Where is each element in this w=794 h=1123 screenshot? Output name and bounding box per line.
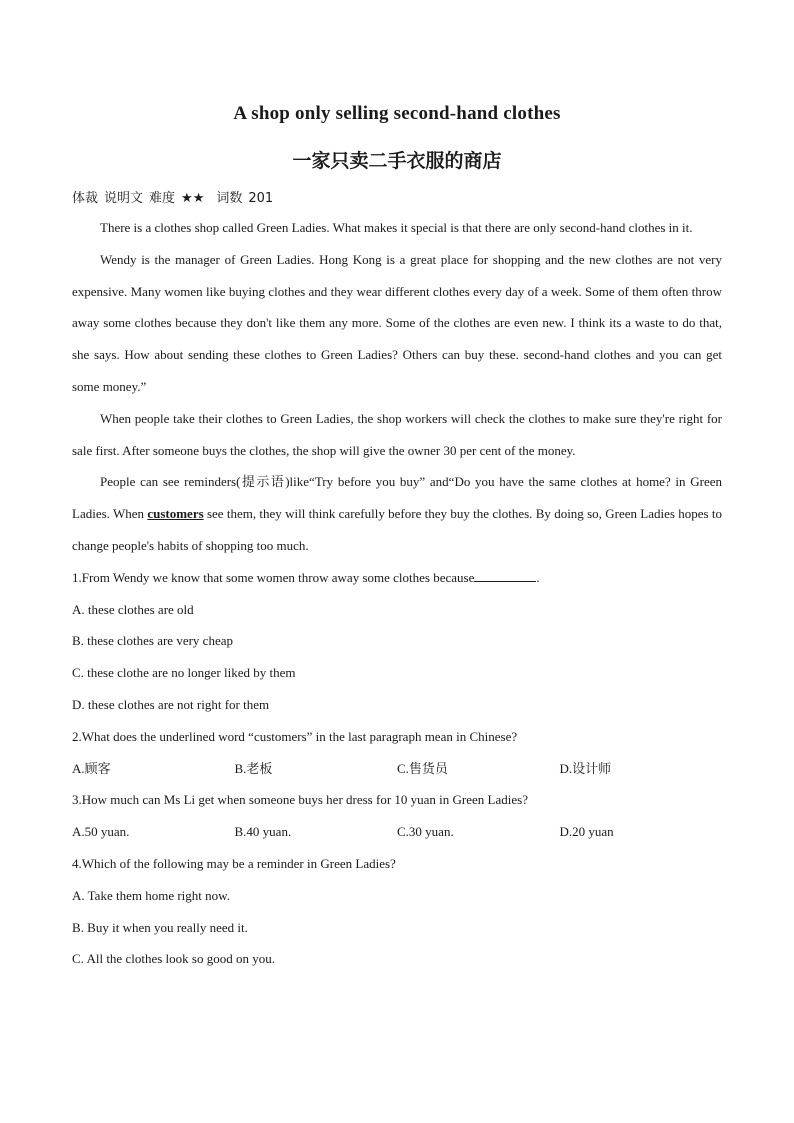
question-1-stem [72, 562, 722, 594]
question-4-stem: 4.Which of the following may be a reminder in Green Ladies? [72, 855, 396, 871]
question-3-options [72, 816, 722, 848]
difficulty-stars: ★★ [181, 191, 205, 206]
genre-label: 体裁 [72, 191, 99, 206]
question-2-option-d: D.设计师 [559, 760, 612, 776]
article-meta [72, 187, 279, 206]
question-2-stem: 2.What does the underlined word “customers” in the last paragraph mean in Chinese? [72, 728, 518, 744]
question-3-option-d: D.20 yuan [559, 824, 614, 840]
difficulty-label: 难度 [149, 191, 176, 206]
genre-value: 说明文 [104, 191, 144, 206]
title-chinese: 一家只卖二手衣服的商店 [292, 150, 502, 172]
paragraph-4-before: People can see reminders(提示语)like“Try before you buy” and“Do you have the same clothes at home? in Green Ladies. When [72, 474, 722, 522]
paragraph-2: Wendy is the manager of Green Ladies. Hong Kong is a great place for shopping and the new clothes are not very expensive. Many women like buying clothes and they wear different clothes every day of a week. Some of them often throw away some clothes because they don't like them any more. Some of the clothes are even new. I think its a waste to do that, she says. How about sending these clothes to Green Ladies? Others can buy these. second-hand clothes and you can get some money.” [72, 251, 722, 394]
underlined-word-customers: customers [147, 506, 204, 522]
paragraph-1: There is a clothes shop called Green Ladies. What makes it special is that there are only second-hand clothes in it. [100, 220, 693, 235]
question-4-option-b: B. Buy it when you really need it. [72, 919, 248, 935]
question-2-options [72, 753, 722, 785]
question-1-option-d: D. these clothes are not right for them [72, 696, 270, 712]
question-3-stem: 3.How much can Ms Li get when someone buys her dress for 10 yuan in Green Ladies? [72, 792, 528, 808]
answer-blank [474, 567, 536, 582]
question-1-end: . [536, 569, 540, 585]
title-english: A shop only selling second-hand clothes [233, 103, 561, 124]
question-3-option-c: C.30 yuan. [397, 824, 454, 840]
question-3-option-b: B.40 yuan. [234, 824, 292, 840]
paragraph-4 [72, 466, 722, 561]
paragraph-3: When people take their clothes to Green Ladies, the shop workers will check the clothes to make sure they're right for sale first. After someone buys the clothes, the shop will give the owner 30 per cent of the money. [72, 410, 722, 458]
question-1-option-c: C. these clothe are no longer liked by them [72, 665, 296, 681]
wordcount-value: 201 [248, 191, 274, 206]
question-2-option-a: A.顾客 [72, 760, 111, 776]
article-body [72, 212, 722, 975]
question-4-option-c: C. All the clothes look so good on you. [72, 951, 275, 967]
question-2-option-c: C.售货员 [397, 760, 448, 776]
question-3-option-a: A.50 yuan. [72, 824, 130, 840]
wordcount-label: 词数 [216, 191, 243, 206]
question-2-option-b: B.老板 [234, 760, 273, 776]
question-4-option-a: A. Take them home right now. [72, 887, 230, 903]
question-1-option-b: B. these clothes are very cheap [72, 633, 233, 649]
question-1-option-a: A. these clothes are old [72, 601, 194, 617]
paragraph-4-after: see them, they will think carefully before they buy the clothes. By doing so, Green Ladies hopes to change people's habits of shopping too much. [72, 506, 722, 553]
question-1-text: 1.From Wendy we know that some women throw away some clothes because [72, 569, 475, 585]
